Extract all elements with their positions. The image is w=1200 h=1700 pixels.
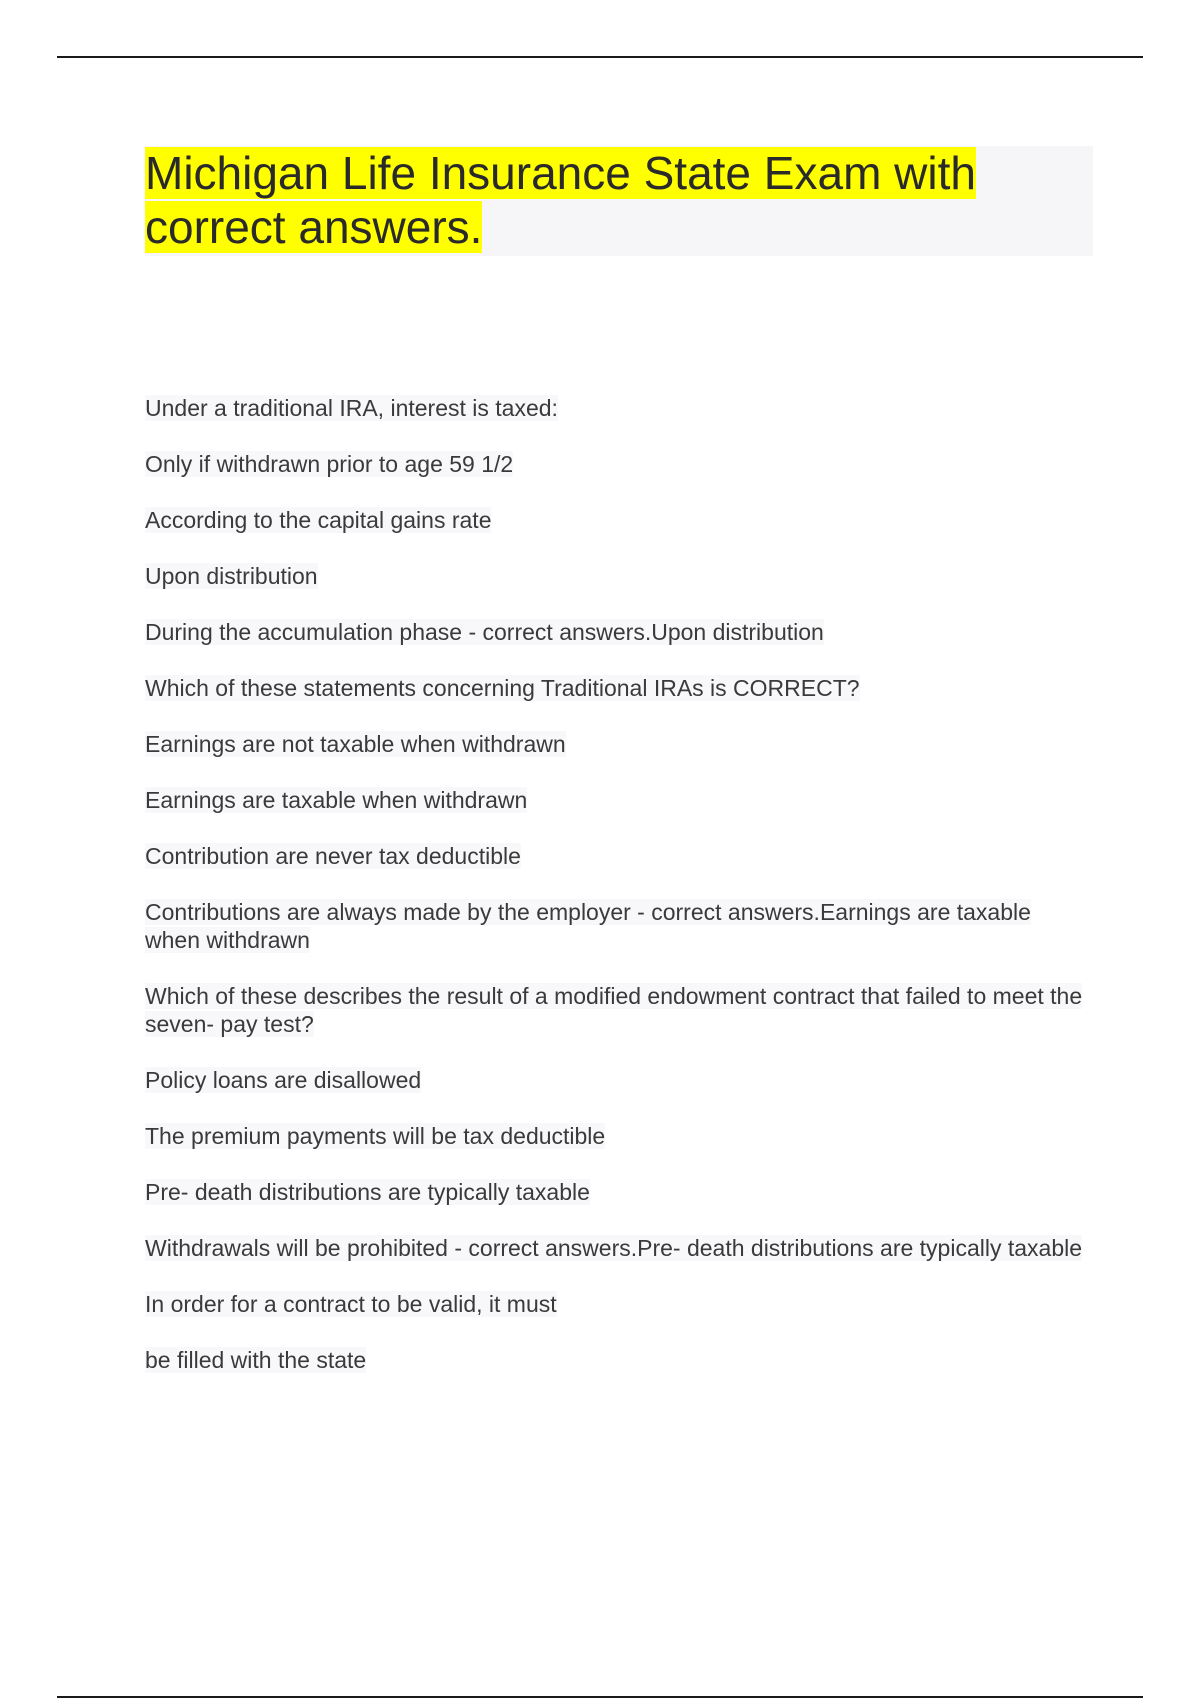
line-text: Contribution are never tax deductible xyxy=(145,843,521,869)
answer-option-line xyxy=(145,450,1085,478)
line-text: Under a traditional IRA, interest is taxed: xyxy=(145,395,558,421)
line-text: Contributions are always made by the employer - correct answers.Earnings are taxable when withdrawn xyxy=(145,899,1031,953)
answer-option-line xyxy=(145,842,1085,870)
document-title xyxy=(145,146,1045,254)
line-text: Only if withdrawn prior to age 59 1/2 xyxy=(145,451,514,477)
line-text: be filled with the state xyxy=(145,1347,367,1373)
line-text: Pre- death distributions are typically taxable xyxy=(145,1179,590,1205)
line-text: Which of these describes the result of a modified endowment contract that failed to meet the seven- pay test? xyxy=(145,983,1083,1037)
answer-option-line xyxy=(145,1066,1085,1094)
answer-option-line xyxy=(145,1122,1085,1150)
answer-option-line xyxy=(145,562,1085,590)
line-text: Earnings are taxable when withdrawn xyxy=(145,787,528,813)
answer-option-line xyxy=(145,730,1085,758)
title-block xyxy=(145,146,1093,256)
answer-option-line xyxy=(145,786,1085,814)
header-rule xyxy=(57,56,1143,58)
question-line xyxy=(145,394,1085,422)
document-body xyxy=(145,394,1085,1402)
question-line xyxy=(145,982,1085,1038)
answer-key-line xyxy=(145,898,1085,954)
line-text: In order for a contract to be valid, it must xyxy=(145,1291,557,1317)
answer-option-line xyxy=(145,1178,1085,1206)
line-text: Withdrawals will be prohibited - correct answers.Pre- death distributions are typically taxable xyxy=(145,1235,1083,1261)
answer-key-line xyxy=(145,1234,1085,1262)
answer-option-line xyxy=(145,506,1085,534)
footer-rule xyxy=(57,1696,1143,1698)
answer-option-line xyxy=(145,1346,1085,1374)
answer-key-line xyxy=(145,618,1085,646)
line-text: Upon distribution xyxy=(145,563,318,589)
question-line xyxy=(145,1290,1085,1318)
line-text: Policy loans are disallowed xyxy=(145,1067,422,1093)
line-text: Which of these statements concerning Traditional IRAs is CORRECT? xyxy=(145,675,860,701)
line-text: The premium payments will be tax deductible xyxy=(145,1123,606,1149)
document-title-text: Michigan Life Insurance State Exam with correct answers. xyxy=(145,147,976,253)
line-text: During the accumulation phase - correct answers.Upon distribution xyxy=(145,619,824,645)
line-text: According to the capital gains rate xyxy=(145,507,492,533)
line-text: Earnings are not taxable when withdrawn xyxy=(145,731,566,757)
question-line xyxy=(145,674,1085,702)
